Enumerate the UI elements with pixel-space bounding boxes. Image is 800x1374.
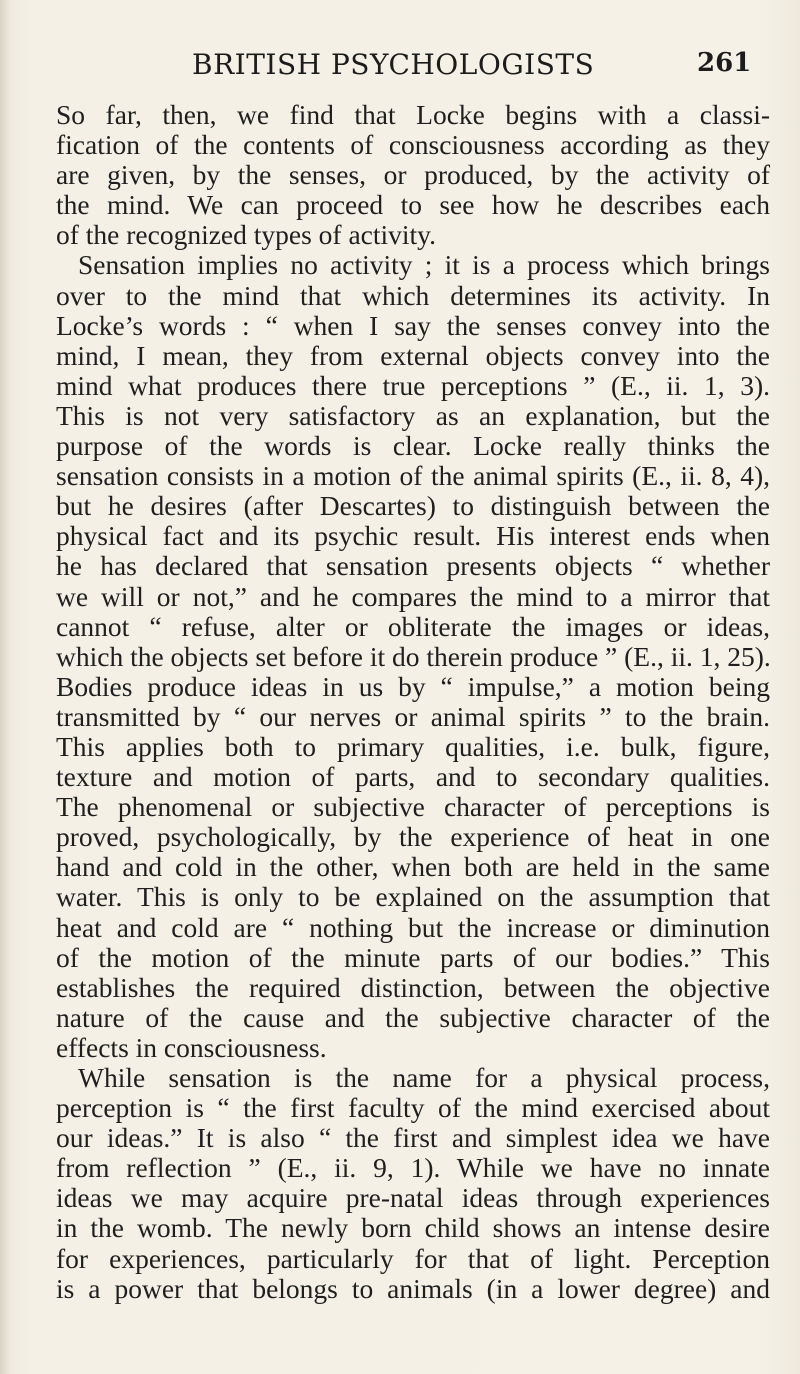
- text-line: which the objects set before it do therein produce ” (E., ii. 1, 25).: [56, 640, 771, 672]
- text-line: from reflection ” (E., ii. 9, 1). While we have no innate: [56, 1152, 770, 1184]
- text-line: ideas we may acquire pre-natal ideas through experiences: [56, 1182, 770, 1214]
- text-line: fication of the contents of consciousness according as they: [56, 129, 770, 161]
- text-line: hand and cold in the other, when both are held in the same: [56, 851, 770, 883]
- text-line: nature of the cause and the subjective character of the: [56, 1001, 770, 1033]
- running-title: BRITISH PSYCHOLOGISTS: [192, 48, 595, 81]
- text-line: but he desires (after Descartes) to distinguish between the: [56, 490, 770, 522]
- body-text: [56, 100, 770, 1304]
- text-line: sensation consists in a motion of the animal spirits (E., ii. 8, 4),: [56, 460, 770, 492]
- text-line: purpose of the words is clear. Locke really thinks the: [56, 430, 770, 462]
- text-line: The phenomenal or subjective character of perceptions is: [56, 791, 770, 823]
- text-line: of the recognized types of activity.: [56, 219, 437, 251]
- text-line: mind what produces there true perceptions ” (E., ii. 1, 3).: [56, 369, 770, 401]
- text-line: establishes the required distinction, between the objective: [56, 971, 770, 1003]
- text-line: we will or not,” and he compares the mind to a mirror that: [56, 580, 770, 612]
- text-line: transmitted by “ our nerves or animal spirits ” to the brain.: [56, 700, 770, 732]
- text-line: is a power that belongs to animals (in a lower degree) and: [56, 1272, 770, 1304]
- text-line: are given, by the senses, or produced, by the activity of: [56, 159, 770, 191]
- text-line: While sensation is the name for a physical process,: [78, 1062, 770, 1093]
- text-line: for experiences, particularly for that of light. Perception: [56, 1242, 770, 1274]
- text-line: Sensation implies no activity ; it is a process which brings: [78, 249, 770, 281]
- text-line: cannot “ refuse, alter or obliterate the images or ideas,: [56, 610, 770, 642]
- text-line: So far, then, we find that Locke begins with a classi-: [56, 99, 770, 130]
- text-line: effects in consciousness.: [56, 1031, 327, 1063]
- page-number: 261: [697, 48, 752, 78]
- text-line: our ideas.” It is also “ the first and simplest idea we have: [56, 1122, 770, 1154]
- text-line: over to the mind that which determines its activity. In: [56, 279, 770, 311]
- text-line: the mind. We can proceed to see how he describes each: [56, 189, 770, 221]
- text-line: This applies both to primary qualities, i.e. bulk, figure,: [56, 730, 770, 762]
- text-line: perception is “ the first faculty of the mind exercised about: [56, 1092, 770, 1124]
- text-line: physical fact and its psychic result. His interest ends when: [56, 520, 770, 552]
- text-line: proved, psychologically, by the experience of heat in one: [56, 821, 770, 853]
- text-line: This is not very satisfactory as an explanation, but the: [56, 399, 770, 431]
- running-header: [0, 48, 800, 88]
- text-line: heat and cold are “ nothing but the increase or diminution: [56, 911, 770, 943]
- text-line: Locke’s words : “ when I say the senses convey into the: [56, 309, 770, 341]
- text-line: in the womb. The newly born child shows an intense desire: [56, 1212, 770, 1244]
- text-line: water. This is only to be explained on the assumption that: [56, 881, 770, 913]
- text-line: of the motion of the minute parts of our bodies.” This: [56, 941, 770, 973]
- text-line: Bodies produce ideas in us by “ impulse,” a motion being: [56, 670, 770, 702]
- text-line: texture and motion of parts, and to secondary qualities.: [56, 761, 770, 793]
- text-line: mind, I mean, they from external objects convey into the: [56, 339, 770, 371]
- text-line: he has declared that sensation presents objects “ whether: [56, 550, 770, 582]
- page-gutter-shadow: [0, 0, 10, 1374]
